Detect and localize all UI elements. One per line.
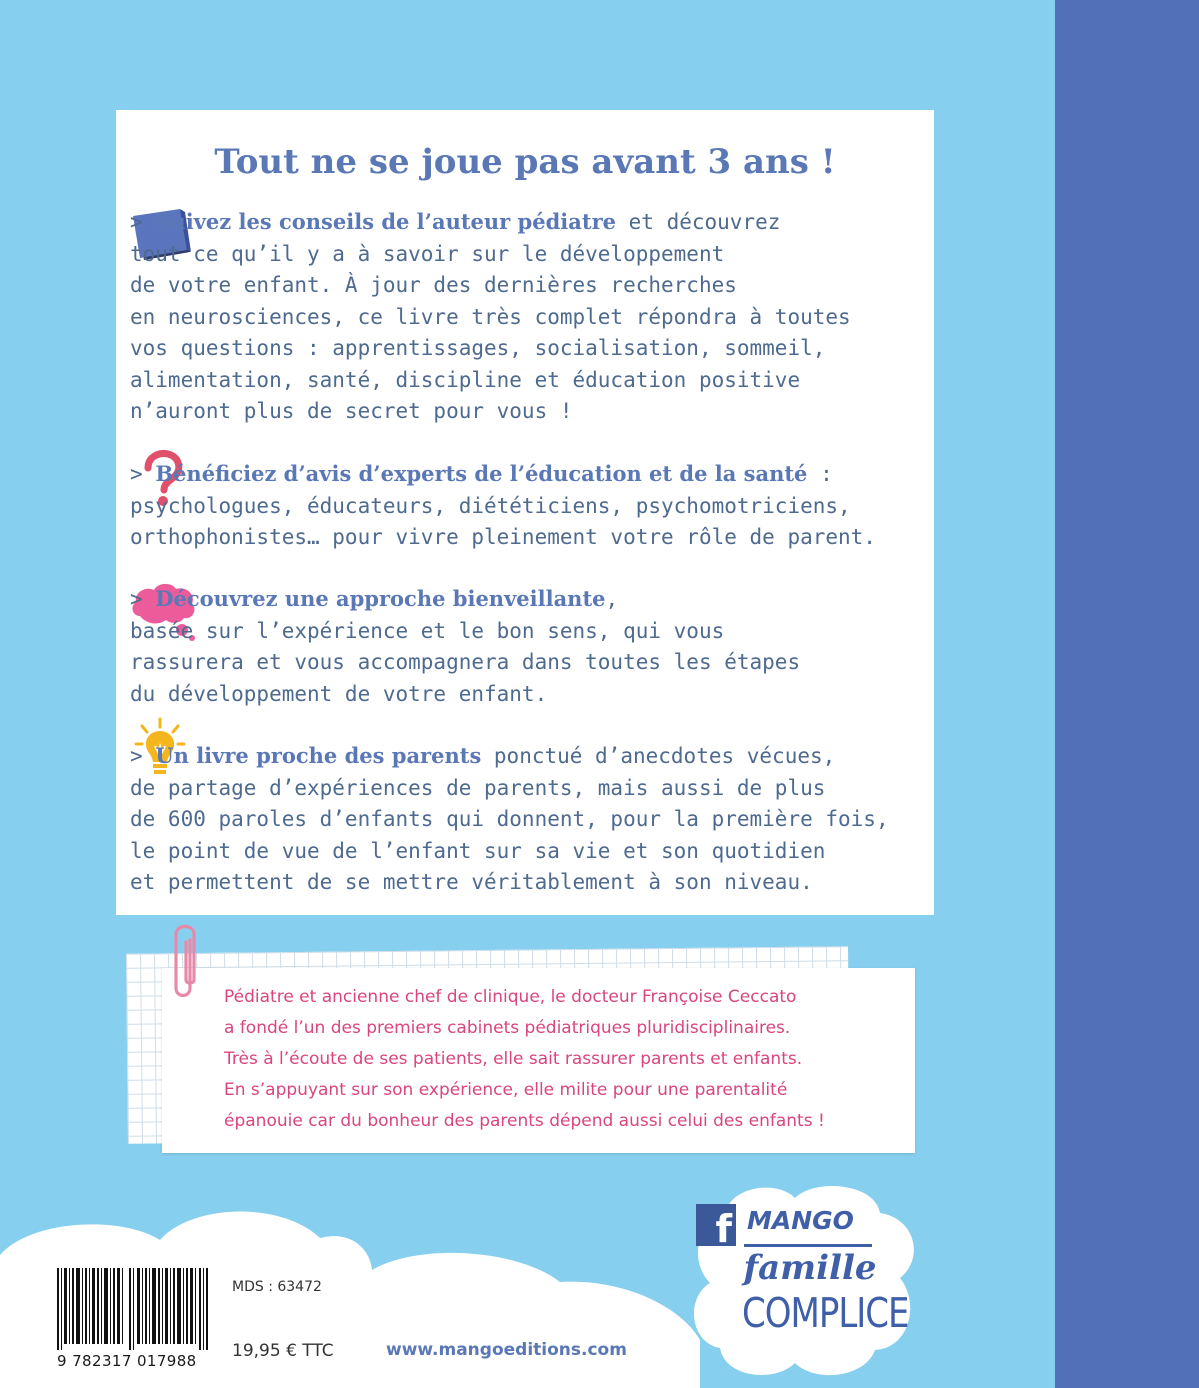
author-bio-text: Pédiatre et ancienne chef de clinique, le docteur Françoise Ceccato a fondé l’un des premiers cabinets pédiatriques pluridisciplinaires. Très à l’écoute de ses patients, elle sait rassurer parents et enfants. En s’appuyant sur son expérience, elle milite pour une parentalité épanouie car du bonheur des parents dépend aussi celui des enfants ! bbox=[224, 987, 825, 1131]
publisher-website-link[interactable]: www.mangoeditions.com bbox=[386, 1340, 627, 1360]
book-spine bbox=[1055, 0, 1199, 1388]
feature-3-prefix: > bbox=[130, 587, 143, 611]
facebook-icon[interactable]: f bbox=[696, 1204, 736, 1246]
feature-1-body: et découvrez tout ce qu’il y a à savoir sur le développement de votre enfant. À jour des dernières recherches en neurosciences, ce livre très complet répondra à toutes vos questions : apprentissages, socialisation, sommeil, alimentation, santé, discipline et éducation positive n’auront plus de secret pour vous ! bbox=[130, 210, 851, 423]
feature-paragraph-3 bbox=[130, 583, 930, 710]
feature-paragraph-2 bbox=[130, 458, 930, 554]
brand-underline bbox=[744, 1244, 872, 1247]
feature-4-body: ponctué d’anecdotes vécues, de partage d’expériences de parents, mais aussi de plus de 600 paroles d’enfants qui donnent, pour la première fois, le point de vue de l’enfant sur sa vie et son quotidien et permettent de se mettre véritablement à son niveau. bbox=[130, 744, 889, 894]
cover-title: Tout ne se joue pas avant 3 ans ! bbox=[214, 142, 836, 182]
feature-4-prefix: > bbox=[130, 744, 143, 768]
feature-2-body: : psychologues, éducateurs, diététiciens, psychomotriciens, orthophonistes… pour vivre pleinement votre rôle de parent. bbox=[130, 462, 876, 549]
feature-1-prefix: > bbox=[130, 210, 143, 234]
isbn-number: 9 782317 017988 bbox=[57, 1352, 197, 1370]
collection-name-line1: famille bbox=[743, 1248, 877, 1288]
feature-paragraph-1 bbox=[130, 206, 930, 428]
feature-1-heading: Suivez les conseils de l’auteur pédiatre bbox=[155, 209, 616, 234]
mds-code: MDS : 63472 bbox=[232, 1279, 322, 1295]
feature-panel bbox=[116, 110, 934, 915]
publisher-brand: MANGO bbox=[747, 1206, 854, 1235]
author-bio-card bbox=[162, 968, 915, 1153]
feature-2-prefix: > bbox=[130, 462, 143, 486]
price-label: 19,95 € TTC bbox=[232, 1341, 334, 1361]
feature-4-heading: Un livre proche des parents bbox=[155, 743, 482, 768]
feature-paragraph-4 bbox=[130, 740, 930, 899]
feature-2-heading: Bénéficiez d’avis d’experts de l’éducation et de la santé bbox=[155, 461, 808, 486]
feature-3-heading: Découvrez une approche bienveillante bbox=[155, 586, 606, 611]
feature-3-body: , basée sur l’expérience et le bon sens, qui vous rassurera et vous accompagnera dans toutes les étapes du développement de votre enfant. bbox=[130, 587, 801, 706]
paperclip-icon bbox=[170, 922, 200, 1004]
barcode bbox=[57, 1268, 209, 1350]
collection-name-line2: COMPLICE bbox=[742, 1290, 909, 1338]
